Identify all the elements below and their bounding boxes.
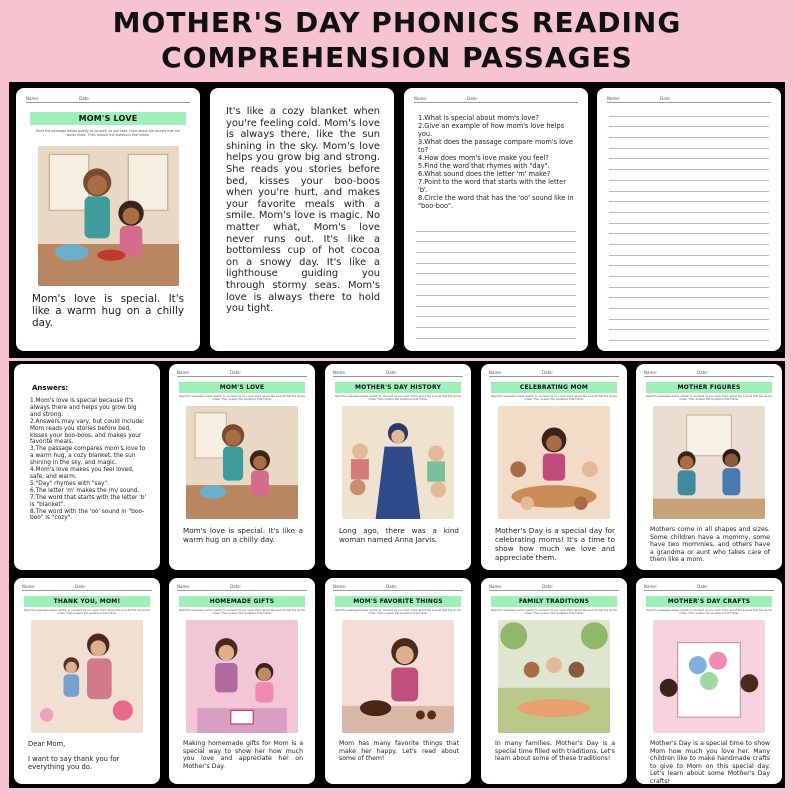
name-label: Name: — [414, 96, 428, 101]
woman-with-children-illustration — [342, 406, 454, 519]
card-homemade-gifts — [169, 578, 315, 784]
main-title-line-2: COMPREHENSION PASSAGES — [161, 41, 633, 74]
card-passage: Mothers come in all shapes and sizes. Some children have a mommy, some have two mommies, and others have a grandma or aunt who takes care of them like a mom. — [650, 526, 770, 564]
card-passage: Mother's Day is a special time to show Mom how much you love her. Many children like to make handmade crafts to give to Mom on this special day. Let's learn about some Mother's Day crafts! — [650, 740, 770, 784]
name-date-header — [644, 370, 774, 377]
card-passage: In many families, Mother's Day is a special time filled with traditions. Let's learn about some of these traditions! — [495, 740, 615, 763]
name-date-header — [489, 584, 619, 591]
date-label: Date: — [467, 96, 479, 101]
card-banner: THANK YOU, MOM! — [24, 596, 150, 607]
card-passage: Mom's love is special. It's like a warm hug on a chilly day. — [183, 526, 303, 544]
instructions-text: Read the passages below quietly to yourself. As you read, think about the sounds that the words make. Then answer the questions that follow. — [179, 609, 305, 616]
card-passage: I want to say thank you for everything you do. — [28, 754, 120, 772]
date-label: Date: — [660, 96, 672, 101]
mother-hugging-children-illustration — [31, 620, 143, 733]
page-banner: MOM'S LOVE — [30, 112, 186, 125]
name-date-header — [177, 370, 307, 377]
instructions-text: Read the passages below quietly to yourself. As you read, think about the sounds that the words make. Then answer the questions that follow. — [491, 395, 617, 402]
date-label: Date: — [79, 96, 91, 101]
date-label: Date: — [386, 584, 398, 589]
name-date-header — [26, 96, 190, 103]
name-date-header — [177, 584, 307, 591]
name-label: Name: — [333, 584, 347, 589]
name-date-header — [644, 584, 774, 591]
question-item: 6.What sound does the letter 'm' make? — [418, 170, 551, 178]
question-item: 3.What does the passage compare mom's love to? — [418, 138, 573, 154]
date-label: Date: — [697, 584, 709, 589]
date-label: Date: — [697, 370, 709, 375]
date-label: Date: — [75, 584, 87, 589]
name-label: Name: — [489, 584, 503, 589]
main-title-line-1: MOTHER'S DAY PHONICS READING — [112, 6, 682, 39]
instructions-text: Read the passages below quietly to yourself. As you read, think about the sounds that the words make. Then answer the questions that follow. — [335, 609, 461, 616]
question-item: 7.Point to the word that starts with the letter 'b'. — [418, 178, 566, 194]
mother-daughter-kitchen-illustration — [186, 406, 298, 519]
letter-text — [28, 740, 148, 772]
answer-lines — [416, 221, 576, 339]
name-label: Name: — [489, 370, 503, 375]
answer-item: 8.The word with the 'oo' sound in "boo-boo" is "cozy". — [30, 508, 145, 522]
answer-item: 6.The letter 'm' makes the /m/ sound. — [30, 487, 140, 494]
instructions-text: Read the passages below quietly to yourself. As you read, think about the sounds that the words make. Then answer the questions that follow. — [491, 609, 617, 616]
date-label: Date: — [542, 584, 554, 589]
worksheet-page-passage-continued — [210, 88, 394, 351]
answer-item: 7.The word that starts with the letter 'b' is "blanket". — [30, 494, 147, 508]
card-mother-figures — [636, 364, 782, 570]
family-celebration-illustration — [498, 406, 610, 519]
card-banner: MOTHER'S DAY CRAFTS — [646, 596, 772, 607]
name-label: Name: — [177, 584, 191, 589]
card-moms-favorite-things — [325, 578, 471, 784]
name-label: Name: — [333, 370, 347, 375]
answer-item: 1.Mom's love is special because it's always there and helps you grow big and strong. — [30, 398, 137, 418]
answer-item: 4.Mom's love makes you feel loved, safe, and warm. — [30, 467, 134, 480]
writing-lines — [609, 106, 769, 351]
date-label: Date: — [230, 584, 242, 589]
making-gifts-illustration — [186, 620, 298, 733]
name-label: Name: — [644, 370, 658, 375]
answer-item: 2.Answers may vary, but could include: Mom reads you stories before bed, kisses your boo-boos, and makes your favorite meals. — [30, 418, 145, 446]
date-label: Date: — [230, 370, 242, 375]
card-banner: MOM'S LOVE — [179, 382, 305, 393]
name-date-header — [607, 96, 771, 103]
card-passage: Making homemade gifts for Mom is a special way to show her how much you love and appreciate her on Mother's Day. — [183, 740, 303, 770]
card-passage: Mom has many favorite things that make her happy. Let's read about some of them! — [339, 740, 459, 763]
mother-daughter-kitchen-illustration — [38, 146, 179, 286]
name-label: Name: — [177, 370, 191, 375]
passage-text: Mom's love is special. It's like a warm hug on a chilly day. — [32, 293, 184, 329]
mothers-and-children-illustration — [653, 406, 765, 519]
card-celebrating-mom — [481, 364, 627, 570]
worksheet-page-writing-lines — [597, 88, 781, 351]
card-moms-love — [169, 364, 315, 570]
family-picnic-illustration — [498, 620, 610, 733]
answer-item: 3.The passage compares mom's love to a warm hug, a cozy blanket, the sun shining in the sky, and magic. — [30, 446, 146, 467]
card-thank-you-mom — [14, 578, 160, 784]
card-mothers-day-crafts — [636, 578, 782, 784]
question-list — [418, 114, 576, 210]
card-banner: MOTHER FIGURES — [646, 382, 772, 393]
card-mothers-day-history — [325, 364, 471, 570]
worksheet-page-moms-love — [16, 88, 200, 351]
card-banner: MOTHER'S DAY HISTORY — [335, 382, 461, 393]
answer-list — [30, 398, 148, 522]
instructions-text: Read the passages below quietly to yourself. As you read, think about the sounds that the words make. Then answer the questions that follow. — [646, 609, 772, 616]
answer-item: 5."Day" rhymes with "say". — [30, 480, 109, 487]
instructions-text: Read the passages below quietly to yourself. As you read, think about the sounds that the words make. Then answer the questions that follow. — [36, 129, 180, 137]
instructions-text: Read the passages below quietly to yourself. As you read, think about the sounds that the words make. Then answer the questions that follow. — [646, 395, 772, 402]
worksheet-page-questions — [404, 88, 588, 351]
card-passage: Mother's Day is a special day for celebrating moms! It's a time to show how much we love and appreciate them. — [495, 526, 615, 562]
card-passage: Long ago, there was a kind woman named Anna Jarvis. — [339, 526, 459, 544]
name-date-header — [333, 370, 463, 377]
card-banner: HOMEMADE GIFTS — [179, 596, 305, 607]
question-item: 8.Circle the word that has the 'oo' sound like in "boo-boo". — [418, 194, 574, 210]
name-date-header — [489, 370, 619, 377]
card-banner: FAMILY TRADITIONS — [491, 596, 617, 607]
name-label: Name: — [22, 584, 36, 589]
name-label: Name: — [607, 96, 621, 101]
flower-craft-illustration — [653, 620, 765, 733]
worksheet-page-answers — [14, 364, 160, 570]
name-label: Name: — [644, 584, 658, 589]
card-banner: MOM'S FAVORITE THINGS — [335, 596, 461, 607]
question-item: 1.What is special about mom's love? — [418, 114, 539, 122]
instructions-text: Read the passages below quietly to yourself. As you read, think about the sounds that the words make. Then answer the questions that follow. — [24, 609, 150, 616]
mom-with-chocolate-cake-illustration — [342, 620, 454, 733]
answers-title: Answers: — [32, 384, 69, 392]
date-label: Date: — [386, 370, 398, 375]
question-item: 2.Give an example of how mom's love helps you. — [418, 122, 565, 138]
date-label: Date: — [542, 370, 554, 375]
passage-text: It's like a cozy blanket when you're feeling cold. Mom's love is always there, like the sun shining in the sky. Mom's love helps you grow big and strong. She reads you stories before bed, kisses your boo-boos when you're hurt, and makes your favorite meals with a smile. Mom's love is magic. No matter what, Mom's love never runs out. It's like a bottomless cup of hot cocoa on a snowy day. It's like a lighthouse guiding you through stormy seas. Mom's love is always there to hold you tight. — [226, 106, 380, 315]
question-item: 5.Find the word that rhymes with "day". — [418, 162, 550, 170]
name-date-header — [333, 584, 463, 591]
name-date-header — [22, 584, 152, 591]
card-banner: CELEBRATING MOM — [491, 382, 617, 393]
name-label: Name: — [26, 96, 40, 101]
letter-greeting: Dear Mom, — [28, 740, 66, 748]
question-item: 4.How does mom's love make you feel? — [418, 154, 549, 162]
card-family-traditions — [481, 578, 627, 784]
name-date-header — [414, 96, 578, 103]
instructions-text: Read the passages below quietly to yourself. As you read, think about the sounds that the words make. Then answer the questions that follow. — [335, 395, 461, 402]
instructions-text: Read the passages below quietly to yourself. As you read, think about the sounds that the words make. Then answer the questions that follow. — [179, 395, 305, 402]
